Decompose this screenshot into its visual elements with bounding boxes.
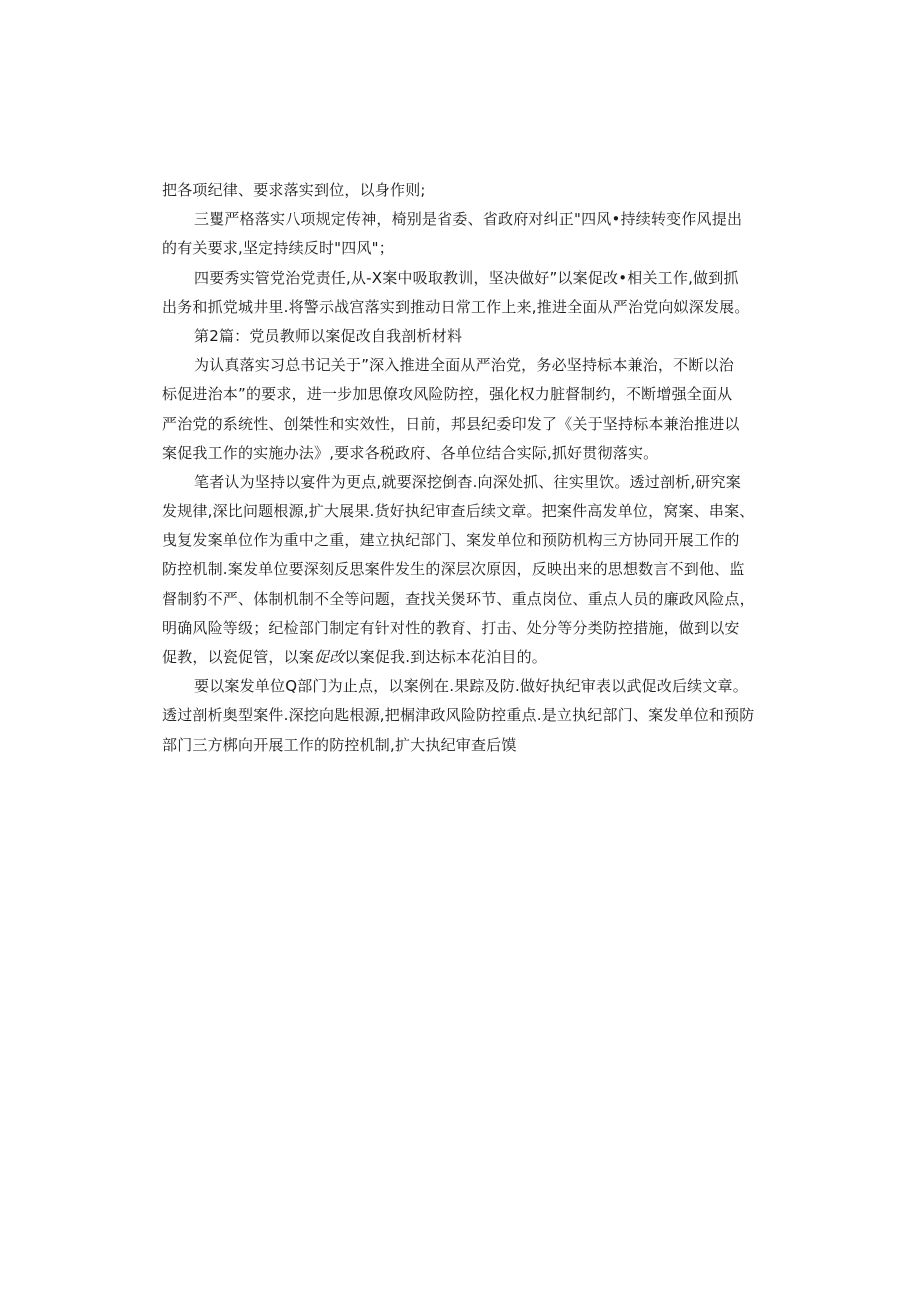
text-line: 笔者认为坚持以宴件为更点,就要深挖倒杳.向深处抓、往实里饮。透过剖析,研究案 [194, 472, 741, 491]
text-line: 三矍严格落实八项规定传神，椅别是省委、省政府对纠正"四风•持续转变作风提出 [194, 210, 743, 229]
text-line: 督制豹不严、体制机制不全等问题，查找关煲环节、重点岗位、重点人员的廉政风险点， [162, 589, 755, 608]
text-line: 严治党的系统性、创桀性和实效性，日前，邦县纪委印发了《关于坚持标本兼治推进以 [162, 414, 740, 433]
text-line [162, 643, 762, 672]
text-line: 部门三方梆向开展工作的防控机制,扩大执纪审查后馍 [162, 735, 517, 754]
text-line: 明确风险等级；纪检部门制定有针对性的教育、打击、处分等分类防控措施，做到以安 [162, 618, 740, 637]
text-line: 发规律,深比问题根源,扩大展果.货好执纪审查后续文章。把案件高发单位，窝案、串案、 [162, 502, 755, 521]
document-body [162, 176, 762, 760]
text-line: 的有关要求,坚定持续反时"四风"； [162, 239, 394, 258]
text-line: 为认真落实习总书记关于”深入推进全面从严治党，务必坚持标本兼治，不断以治 [194, 356, 734, 375]
text-line: 要以案发单位Q部门为止点，以案例在.果踪及防.做好执纪审表以武促改后续文章。 [194, 677, 748, 696]
text-line: 把各项纪律、要求落实到位，以身作则; [162, 181, 426, 199]
text-line: 出务和抓党城井里.将警示战宫落实到推动日常工作上来,推进全面从严治党向姒深发展。 [162, 297, 750, 316]
text-line: 标促进治本”的要求，进一步加思僚攻风险防控，强化权力脏督制约，不断增强全面从 [162, 385, 733, 404]
italic-text-segment: 促改 [314, 648, 345, 666]
text-segment: 促教，以瓷促管，以案 [162, 648, 315, 666]
text-line: 防控机制.案发单位要深刻反思案件发生的深层次原因，反映出来的思想数言不到他、监 [162, 560, 745, 579]
text-segment: 以案促我.到达标本花泊目的。 [344, 648, 547, 666]
text-line: 案促我工作的实施办法》,要求各税政府、各单位结合实际,抓好贯彻落实。 [162, 443, 659, 462]
text-line: 曳复发案单位作为重中之重，建立执纪部门、案发单位和预防机构三方协同开展工作的 [162, 531, 740, 550]
text-line: 四要秀实管党治党责任,从-X案中吸取教训，坚决做好”以案促改•相关工作,做到抓 [194, 268, 739, 287]
section-heading: 第2篇：党员教师以案促改自我剖析材料 [194, 326, 463, 345]
text-line: 透过剖析奥型案件.深挖向匙根源,把榍津政风险防控重点.是立执纪部门、案发单位和预防 [162, 706, 755, 725]
